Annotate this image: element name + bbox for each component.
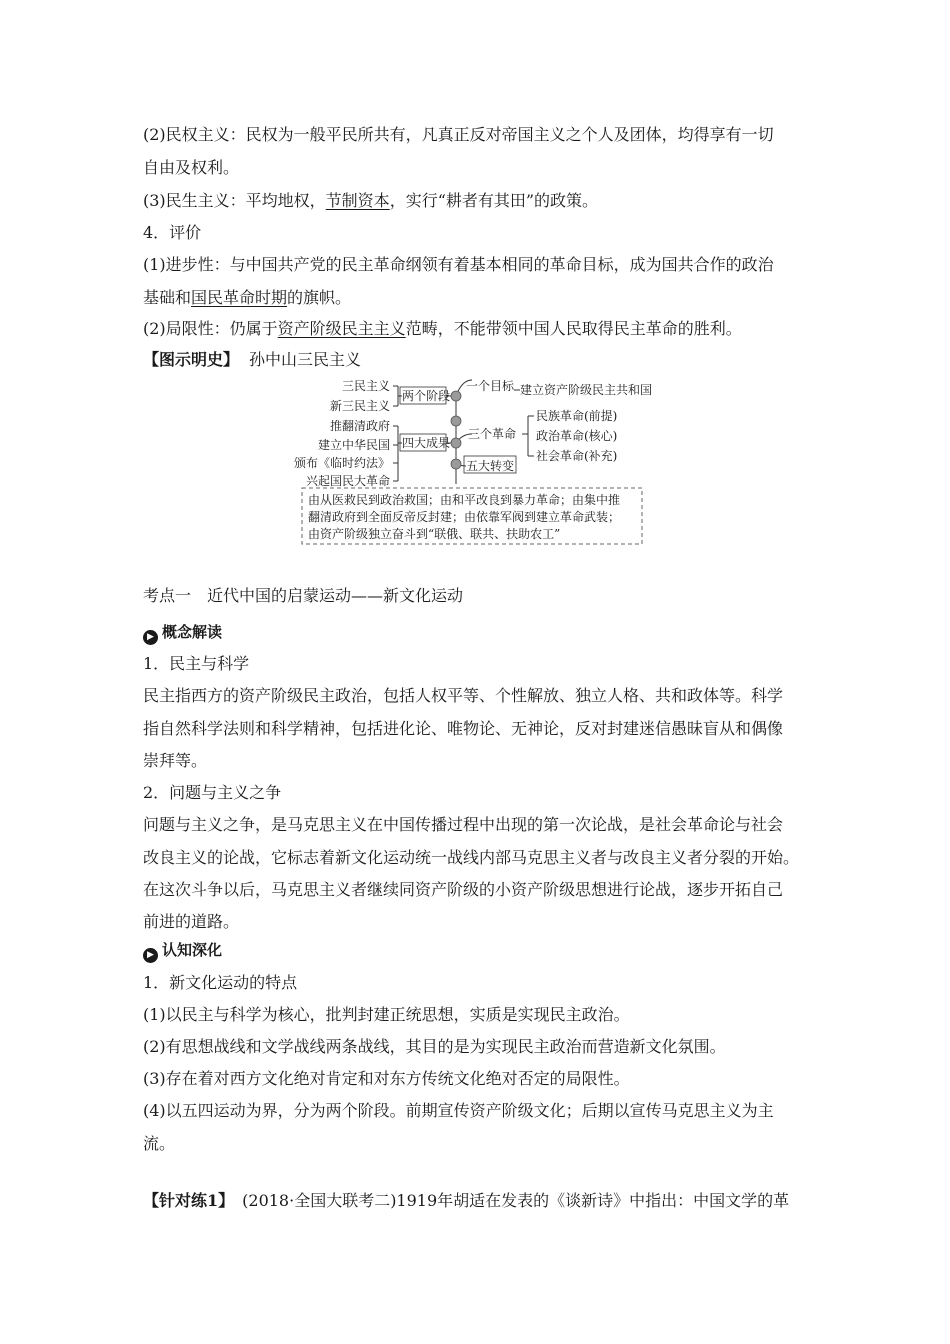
section-title: 概念解读 xyxy=(162,623,223,641)
text: (3)民生主义：平均地权， xyxy=(143,191,326,210)
paragraph-line: 崇拜等。 xyxy=(143,751,208,770)
feature-item: (3)存在着对西方文化绝对肯定和对东方传统文化绝对否定的局限性。 xyxy=(143,1069,630,1088)
box-line-1: 由从医救民到政治救国；由和平改良到暴力革命；由集中推 xyxy=(308,493,621,507)
paragraph-line: 前进的道路。 xyxy=(143,912,240,931)
hub-changes: 五大转变 xyxy=(466,459,515,473)
exercise-label: 【针对练1】 xyxy=(143,1191,235,1210)
left-label-jianli: 建立中华民国 xyxy=(317,438,390,452)
play-icon: ▶ xyxy=(143,948,158,963)
heading-evaluation: 4．评价 xyxy=(143,223,202,242)
left-label-tuifan: 推翻清政府 xyxy=(329,419,390,433)
mid-label-results: 四大成果 xyxy=(402,436,451,450)
mid-label-stages: 两个阶段 xyxy=(402,389,451,403)
paragraph-line: 指自然科学法则和科学精神，包括进化论、唯物论、无神论，反对封建迷信愚昧盲从和偶像 xyxy=(143,719,784,738)
text: 的旗帜。 xyxy=(287,288,352,307)
hub-goal: 一个目标 xyxy=(466,379,515,393)
heading-democracy-science: 1．民主与科学 xyxy=(143,654,250,673)
item-progress-line1: (1)进步性：与中国共产党的民主革命纲领有着基本相同的革命目标，成为国共合作的政治 xyxy=(143,255,774,274)
left-label-yuefa: 颁布《临时约法》 xyxy=(293,456,390,470)
figure-label: 【图示明史】 xyxy=(143,350,240,369)
topic-heading: 考点一 近代中国的启蒙运动——新文化运动 xyxy=(143,586,464,605)
figure-title: 孙中山三民主义 xyxy=(249,350,362,369)
play-icon: ▶ xyxy=(143,630,158,645)
paragraph-line: 在这次斗争以后，马克思主义者继续同资产阶级的小资产阶级思想进行论战，逐步开拓自己 xyxy=(143,880,784,899)
goal-text: 建立资产阶级民主共和国 xyxy=(520,383,653,397)
revolution-social: 社会革命(补充) xyxy=(536,449,618,463)
item-minsheng xyxy=(143,190,598,212)
item-progress-line2 xyxy=(143,287,351,309)
feature-item: 流。 xyxy=(143,1134,176,1153)
item-minquan-line2: 自由及权利。 xyxy=(143,158,240,177)
underlined-term: 国民革命时期 xyxy=(191,288,288,307)
item-limitation xyxy=(143,318,742,340)
left-label-sanminzhuyi: 三民主义 xyxy=(341,379,390,393)
underlined-term: 资产阶级民主主义 xyxy=(277,319,406,338)
exercise-line xyxy=(143,1190,789,1212)
revolution-political: 政治革命(核心) xyxy=(536,429,618,443)
left-label-guomin: 兴起国民大革命 xyxy=(305,474,390,488)
left-label-xinsanmin: 新三民主义 xyxy=(329,399,390,413)
text: 范畴，不能带领中国人民取得民主革命的胜利。 xyxy=(405,319,742,338)
box-line-3: 由资产阶级独立奋斗到“联俄、联共、扶助农工” xyxy=(308,527,561,541)
exercise-text: (2018·全国大联考二)1919年胡适在发表的《谈新诗》中指出：中国文学的革 xyxy=(242,1191,790,1210)
feature-item: (4)以五四运动为界，分为两个阶段。前期宣传资产阶级文化；后期以宣传马克思主义为主 xyxy=(143,1101,774,1120)
sanmin-diagram xyxy=(290,376,670,548)
paragraph-line: 问题与主义之争，是马克思主义在中国传播过程中出现的第一次论战，是社会革命论与社会 xyxy=(143,815,784,834)
text: 基础和 xyxy=(143,288,192,307)
section-deepen xyxy=(143,939,222,963)
underlined-term: 节制资本 xyxy=(325,191,390,210)
box-line-2: 翻清政府到全面反帝反封建；由依靠军阀到建立革命武装； xyxy=(308,510,621,524)
item-minquan-line1: (2)民权主义：民权为一般平民所共有，凡真正反对帝国主义之个人及团体，均得享有一切 xyxy=(143,125,774,144)
section-title: 认知深化 xyxy=(162,941,223,959)
hub-revolutions: 三个革命 xyxy=(468,427,517,441)
heading-features: 1．新文化运动的特点 xyxy=(143,973,298,992)
figure-heading xyxy=(143,349,361,371)
feature-item: (1)以民主与科学为核心，批判封建正统思想，实质是实现民主政治。 xyxy=(143,1005,630,1024)
revolution-national: 民族革命(前提) xyxy=(536,409,618,423)
feature-item: (2)有思想战线和文学战线两条战线，其目的是为实现民主政治而营造新文化氛围。 xyxy=(143,1037,726,1056)
text: ，实行“耕者有其田”的政策。 xyxy=(389,191,599,210)
section-concept xyxy=(143,621,222,645)
text: (2)局限性：仍属于 xyxy=(143,319,278,338)
paragraph-line: 改良主义的论战，它标志着新文化运动统一战线内部马克思主义者与改良主义者分裂的开始。 xyxy=(143,848,800,867)
paragraph-line: 民主指西方的资产阶级民主政治，包括人权平等、个性解放、独立人格、共和政体等。科学 xyxy=(143,686,784,705)
heading-problems-isms: 2．问题与主义之争 xyxy=(143,783,282,802)
